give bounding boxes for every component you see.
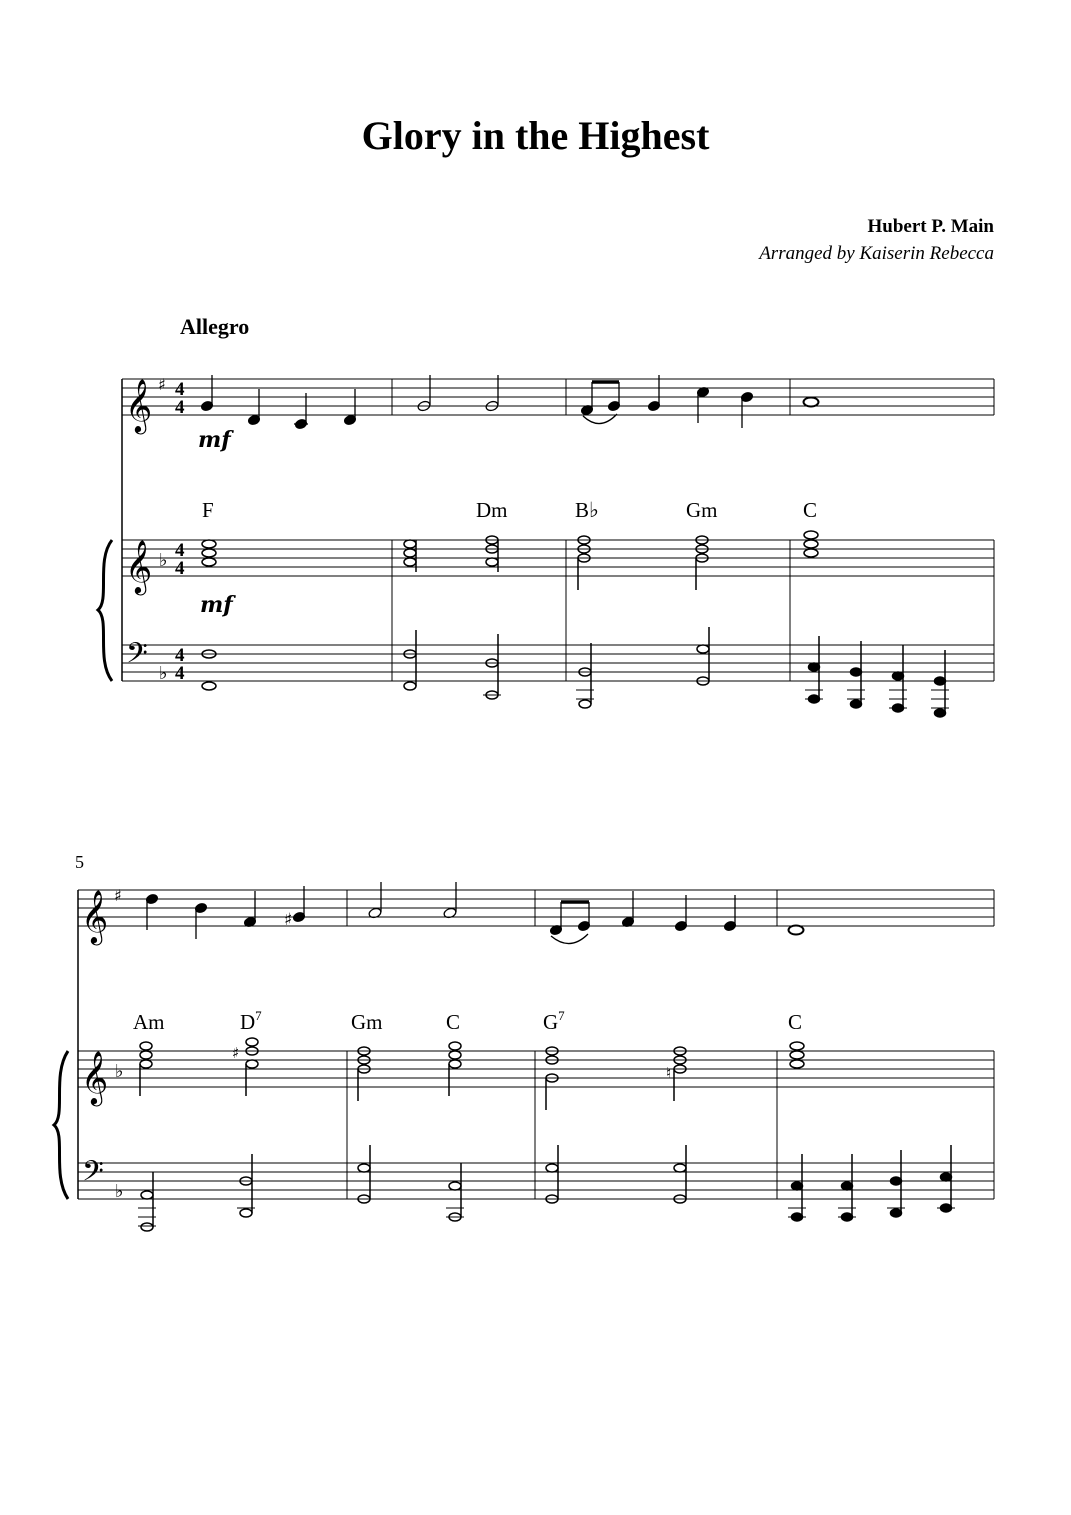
- dynamic-mf: mf: [198, 427, 231, 453]
- melody-staff-1: [122, 379, 994, 415]
- chord-symbol: C: [803, 498, 818, 522]
- svg-text:4: 4: [175, 379, 185, 400]
- chord-symbols-2: [133, 1008, 802, 1034]
- system-2: [78, 890, 994, 1199]
- sharp-key-icon: ♯: [158, 375, 166, 394]
- chord-symbol: C: [788, 1010, 803, 1034]
- tempo-marking: Allegro: [180, 314, 250, 339]
- piano-bass-staff-1: [122, 645, 994, 681]
- flat-key-icon: ♭: [159, 663, 168, 684]
- dynamic-mf: mf: [200, 592, 233, 618]
- bass-clef-icon: 𝄢: [126, 637, 148, 677]
- sharp-key-icon: ♯: [114, 886, 122, 905]
- sharp-icon: ♯: [232, 1044, 240, 1062]
- time-signature: [175, 379, 185, 684]
- chord-symbol: Am: [133, 1010, 165, 1034]
- melody-staff-2: [78, 890, 994, 926]
- chord-symbol: F: [202, 498, 214, 522]
- chord-symbol: [240, 1008, 262, 1034]
- brace-icon: [54, 1051, 68, 1199]
- bass-clef-icon: 𝄢: [82, 1155, 104, 1195]
- chord-root: G: [543, 1010, 559, 1034]
- chord-symbol: C: [446, 1010, 461, 1034]
- sharp-icon: ♯: [284, 910, 293, 930]
- arranger: Arranged by Kaiserin Rebecca: [759, 243, 994, 264]
- natural-icon: ♮: [666, 1064, 672, 1082]
- flat-key-icon: ♭: [115, 1061, 124, 1082]
- chord-superscript: 7: [558, 1008, 565, 1023]
- measure-number: 5: [75, 852, 84, 872]
- chord-symbol: B♭: [575, 498, 599, 522]
- chord-symbol: Gm: [686, 498, 718, 522]
- svg-text:4: 4: [175, 645, 185, 666]
- flat-key-icon: ♭: [115, 1181, 124, 1202]
- flat-key-icon: ♭: [159, 550, 168, 571]
- melody-notes-1: [200, 375, 818, 430]
- svg-text:4: 4: [175, 663, 185, 684]
- treble-clef-icon: 𝄞: [81, 1050, 109, 1104]
- piano-treble-staff-1: [122, 540, 994, 576]
- piano-treble-notes-2: [140, 1038, 804, 1110]
- brace-icon: [98, 540, 112, 681]
- chord-symbol: Dm: [476, 498, 508, 522]
- chord-superscript: 7: [255, 1008, 262, 1023]
- treble-clef-icon: 𝄞: [125, 539, 153, 593]
- treble-clef-icon: 𝄞: [125, 378, 153, 432]
- melody-notes-2: [145, 882, 803, 944]
- page-title: Glory in the Highest: [361, 113, 710, 158]
- svg-text:4: 4: [175, 540, 185, 561]
- piano-treble-staff-2: [78, 1051, 994, 1087]
- chord-symbol: [543, 1008, 565, 1034]
- treble-clef-icon: 𝄞: [81, 889, 109, 943]
- chord-symbol: Gm: [351, 1010, 383, 1034]
- svg-text:4: 4: [175, 558, 185, 579]
- composer: Hubert P. Main: [867, 216, 994, 237]
- chord-symbols-1: [202, 498, 817, 522]
- piano-bass-staff-2: [78, 1163, 994, 1199]
- piano-bass-notes-2: [138, 1145, 955, 1231]
- svg-text:4: 4: [175, 397, 185, 418]
- chord-root: D: [240, 1010, 256, 1034]
